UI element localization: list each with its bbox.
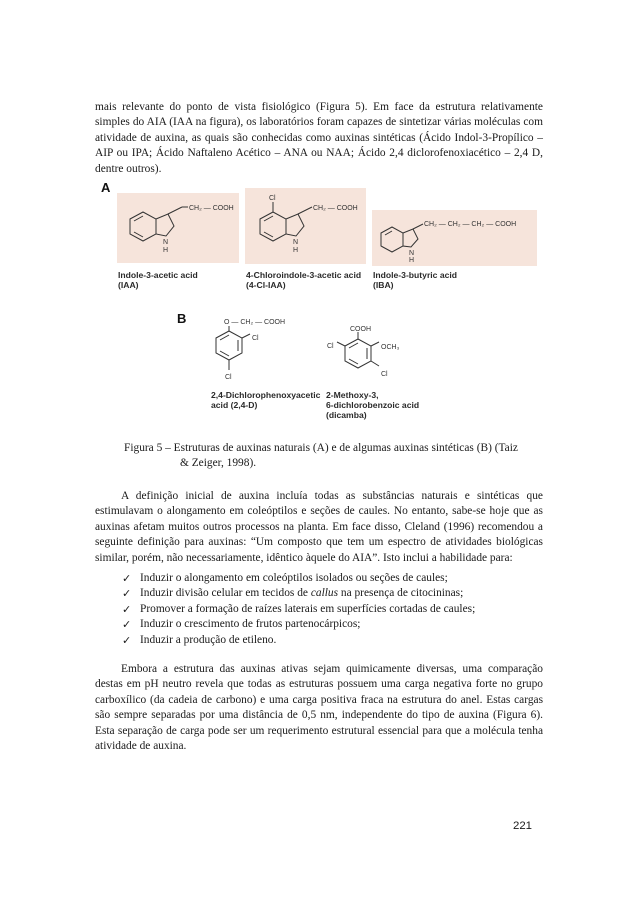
cl-iaa-cl-label: Cl	[269, 195, 276, 202]
list-item-text: Induzir a produção de etileno.	[140, 633, 277, 646]
list-item	[122, 617, 552, 632]
list-item	[122, 602, 552, 617]
iaa-side-chain: CH₂ — COOH	[189, 205, 234, 212]
dicamba-cl1-label: Cl	[327, 343, 334, 350]
figure-caption	[124, 441, 542, 472]
list-item-text: Promover a formação de raízes laterais em superfícies cortadas de caules;	[140, 602, 476, 615]
cl-iaa-pyrrole-ring	[286, 214, 304, 236]
paragraph-intro: mais relevante do ponto de vista fisiológico (Figura 5). Em face da estrutura relativamente simples do AIA (IAA na figura), os laboratórios foram capazes de sintetizar várias moléculas com atividade de auxina, as quais são conhecidas como auxinas sintéticas (Ácido Indol-3-Propílico – AIP ou IPA; Ácido Naftaleno Acético – ANA ou NAA; Ácido 2,4 diclorofenoxiacético – 2,4 D, dentre outros).	[95, 101, 543, 175]
list-item-italic-term: callus	[310, 587, 339, 600]
iaa-pyrrole-ring	[156, 214, 174, 236]
checkmark-icon: ✓	[122, 633, 132, 647]
dicamba-name	[326, 390, 419, 420]
cl-iaa-name-line1: 4-Chloroindole-3-acetic acid	[246, 270, 362, 280]
dicamba-cooh-label: COOH	[350, 326, 371, 333]
figure-label-b: B	[177, 311, 187, 326]
checkmark-icon: ✓	[122, 587, 132, 601]
iba-name-line2: (IBA)	[373, 280, 394, 290]
structure-iba	[381, 224, 423, 252]
list-item-text: Induzir o crescimento de frutos partenocárpicos;	[140, 618, 361, 631]
iba-n-label: N	[409, 250, 415, 257]
iaa-name	[118, 270, 198, 290]
checkmark-icon: ✓	[122, 618, 132, 632]
iba-name-line1: Indole-3-butyric acid	[373, 270, 458, 280]
list-item-text-part: Induzir divisão celular em tecidos de	[140, 587, 311, 600]
iaa-n-label: N	[163, 239, 169, 246]
cl-iaa-name	[246, 270, 361, 290]
iba-side-chain: CH₂ — CH₂ — CH₂ — COOH	[424, 221, 517, 228]
iba-h-label: H	[409, 257, 415, 264]
list-item-text: Induzir o alongamento em coleóptilos isolados ou seções de caules;	[140, 572, 448, 584]
structure-iaa	[130, 207, 188, 241]
cl-iaa-n-label: N	[293, 239, 299, 246]
d24-cl1-label: Cl	[252, 335, 259, 342]
cl-iaa-name-line2: (4-Cl-IAA)	[246, 280, 286, 290]
structure-dicamba	[337, 332, 379, 368]
checkmark-icon: ✓	[122, 602, 132, 616]
caption-line1: Figura 5 – Estruturas de auxinas naturais (A) e de algumas auxinas sintéticas (B) (Taiz	[124, 442, 518, 454]
dicamba-och3-label: OCH₃	[381, 344, 400, 351]
d24-name-line2: acid (2,4-D)	[211, 400, 258, 410]
iba-name	[373, 270, 457, 290]
structure-4cl-iaa	[260, 202, 312, 241]
list-item	[122, 586, 552, 601]
list-item	[122, 633, 552, 648]
dicamba-name-line3: (dicamba)	[326, 410, 367, 420]
d24-name-line1: 2,4-Dichlorophenoxyacetic	[211, 390, 321, 400]
cl-iaa-side-chain: CH₂ — COOH	[313, 205, 358, 212]
abilities-list	[122, 571, 552, 648]
d24-side-chain: O — CH₂ — COOH	[224, 319, 286, 326]
d24-name	[211, 390, 320, 410]
figure-label-a: A	[101, 180, 111, 195]
dicamba-cl2-label: Cl	[381, 371, 388, 378]
d24-cl2-label: Cl	[225, 374, 232, 381]
iba-benzene-ring	[381, 227, 403, 252]
paragraph-definition: A definição inicial de auxina incluía todas as substâncias naturais e sintéticas que estimulavam o alongamento em coleóptilos e seções de caules. No entanto, sabe-se hoje que as auxinas afetam muitos outros processos na planta. Em face disso, Cleland (1996) recomendou a seguinte definição para auxinas: “Um composto que tem um espectro de atividades biológicas similar, porém, não necessariamente, idêntico àquele do AIA”. Isto inclui a habilidade para:	[95, 490, 543, 564]
list-item-text-part: na presença de citocininas;	[338, 587, 464, 600]
dicamba-name-line2: 6-dichlorobenzoic acid	[326, 400, 420, 410]
list-item-text	[140, 586, 463, 601]
iaa-name-line1: Indole-3-acetic acid	[118, 270, 198, 280]
dicamba-name-line1: 2-Methoxy-3,	[326, 390, 379, 400]
iaa-h-label: H	[163, 247, 169, 254]
iba-pyrrole-ring	[403, 229, 418, 247]
structure-2-4-d	[216, 326, 250, 370]
page-number: 221	[513, 820, 533, 832]
caption-line2: & Zeiger, 1998).	[180, 457, 257, 470]
list-item	[122, 571, 552, 586]
paragraph-charge-separation: Embora a estrutura das auxinas ativas sejam quimicamente diversas, uma comparação destas em pH neutro revela que todas as estruturas possuem uma carga negativa forte no grupo carboxílico (da cadeia de carbono) e uma carga positiva fraca na estrutura do anel. Estas cargas são sempre separadas por uma distância de 0,5 nm, independente do tipo de auxina (Figura 6). Esta separação de carga pode ser um requerimento estrutural essencial para que a molécula tenha atividade de auxina.	[95, 663, 543, 753]
iaa-name-line2: (IAA)	[118, 280, 139, 290]
checkmark-icon: ✓	[122, 572, 132, 585]
cl-iaa-h-label: H	[293, 247, 299, 254]
